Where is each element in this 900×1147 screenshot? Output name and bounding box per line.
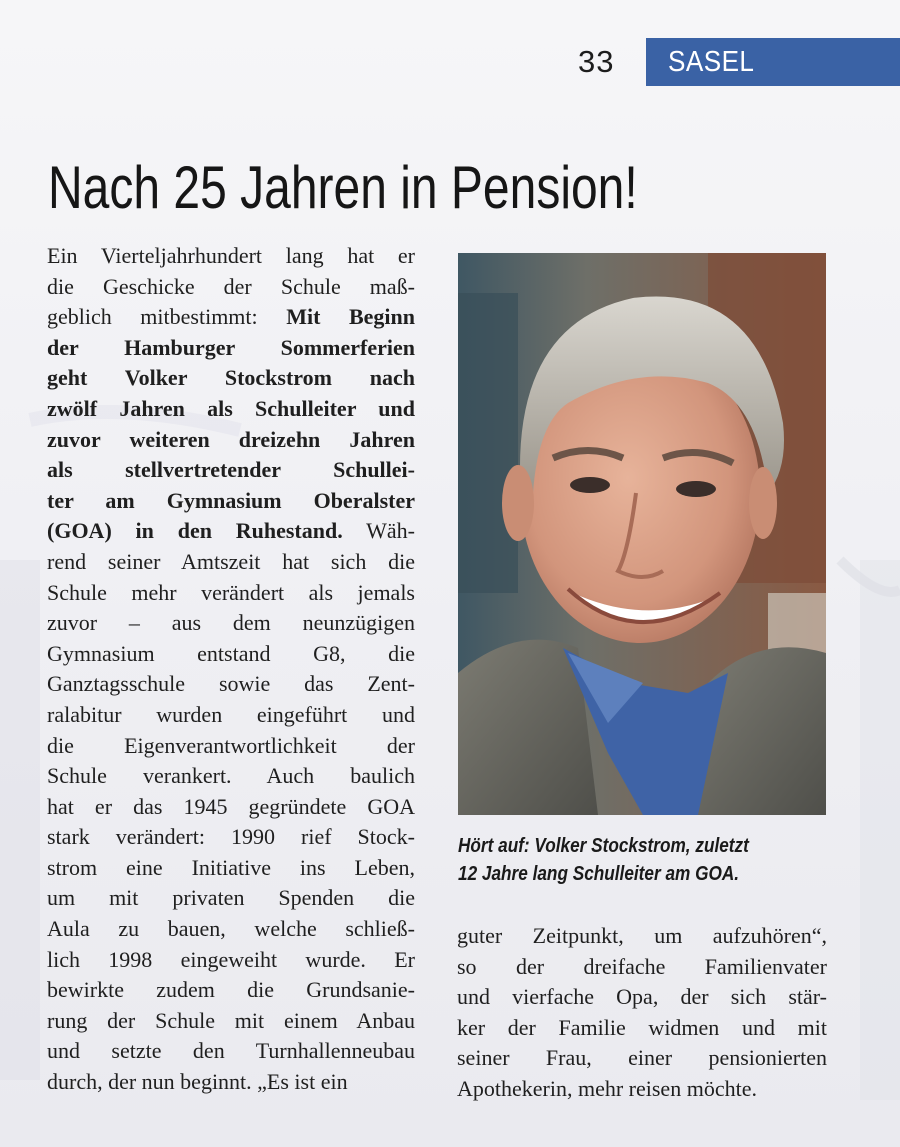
body-line: geblich mitbestimmt: Mit Beginn bbox=[47, 304, 416, 330]
body-line: Ein Vierteljahrhundert lang hat er bbox=[47, 243, 415, 268]
body-line: die Geschicke der Schule maß- bbox=[47, 273, 415, 299]
body-line: um mit privaten Spenden die bbox=[47, 885, 415, 911]
page-number: 33 bbox=[578, 44, 615, 79]
body-line: lich 1998 eingeweiht wurde. Er bbox=[47, 946, 415, 972]
body-line: Schule verankert. Auch baulich bbox=[47, 763, 415, 789]
article-body-left-column bbox=[47, 241, 415, 1098]
body-line: guter Zeitpunkt, um aufzuhören“, bbox=[457, 923, 827, 948]
portrait-photo bbox=[458, 253, 826, 815]
article-headline: Nach 25 Jahren in Pension! bbox=[48, 154, 638, 221]
body-line: so der dreifache Familienvater bbox=[457, 953, 827, 979]
body-line: die Eigenverantwortlichkeit der bbox=[47, 732, 415, 758]
body-line: Aula zu bauen, welche schließ- bbox=[47, 916, 415, 942]
body-line: Gymnasium entstand G8, die bbox=[47, 640, 415, 666]
body-line: rung der Schule mit einem Anbau bbox=[47, 1007, 415, 1033]
body-line: zuvor – aus dem neunzügigen bbox=[47, 610, 415, 636]
body-line: rend seiner Amtszeit hat sich die bbox=[47, 548, 415, 574]
body-line: ralabitur wurden eingeführt und bbox=[47, 701, 415, 727]
body-line: bewirkte zudem die Grundsanie- bbox=[47, 977, 415, 1003]
body-line: zwölf Jahren als Schulleiter und bbox=[47, 395, 415, 421]
body-line: zuvor weiteren dreizehn Jahren bbox=[47, 426, 415, 452]
body-line: ter am Gymnasium Oberalster bbox=[47, 487, 415, 513]
body-line: (GOA) in den Ruhestand. Wäh- bbox=[47, 518, 415, 544]
body-line: Apothekerin, mehr reisen möchte. bbox=[457, 1075, 757, 1101]
body-line: als stellvertretender Schullei- bbox=[47, 457, 415, 483]
photo-caption bbox=[458, 832, 838, 888]
section-tab bbox=[646, 38, 900, 86]
body-line: der Hamburger Sommerferien bbox=[47, 334, 415, 360]
caption-line: Hört auf: Volker Stockstrom, zuletzt bbox=[458, 835, 749, 857]
body-line: und vierfache Opa, der sich stär- bbox=[457, 984, 827, 1010]
body-line: Schule mehr verändert als jemals bbox=[47, 579, 415, 605]
body-line: seiner Frau, einer pensionierten bbox=[457, 1045, 827, 1071]
body-line: Ganztagsschule sowie das Zent- bbox=[47, 671, 415, 697]
body-line: und setzte den Turnhallenneubau bbox=[47, 1038, 415, 1064]
body-line: hat er das 1945 gegründete GOA bbox=[47, 793, 415, 819]
caption-line: 12 Jahre lang Schulleiter am GOA. bbox=[458, 863, 740, 885]
article-body-right-column bbox=[457, 921, 827, 1105]
body-line: durch, der nun beginnt. „Es ist ein bbox=[47, 1069, 348, 1095]
body-line: ker der Familie widmen und mit bbox=[457, 1014, 827, 1040]
body-line: geht Volker Stockstrom nach bbox=[47, 365, 415, 391]
section-label: SASEL bbox=[668, 46, 755, 78]
body-line: stark verändert: 1990 rief Stock- bbox=[47, 824, 415, 850]
body-line: strom eine Initiative ins Leben, bbox=[47, 854, 415, 880]
